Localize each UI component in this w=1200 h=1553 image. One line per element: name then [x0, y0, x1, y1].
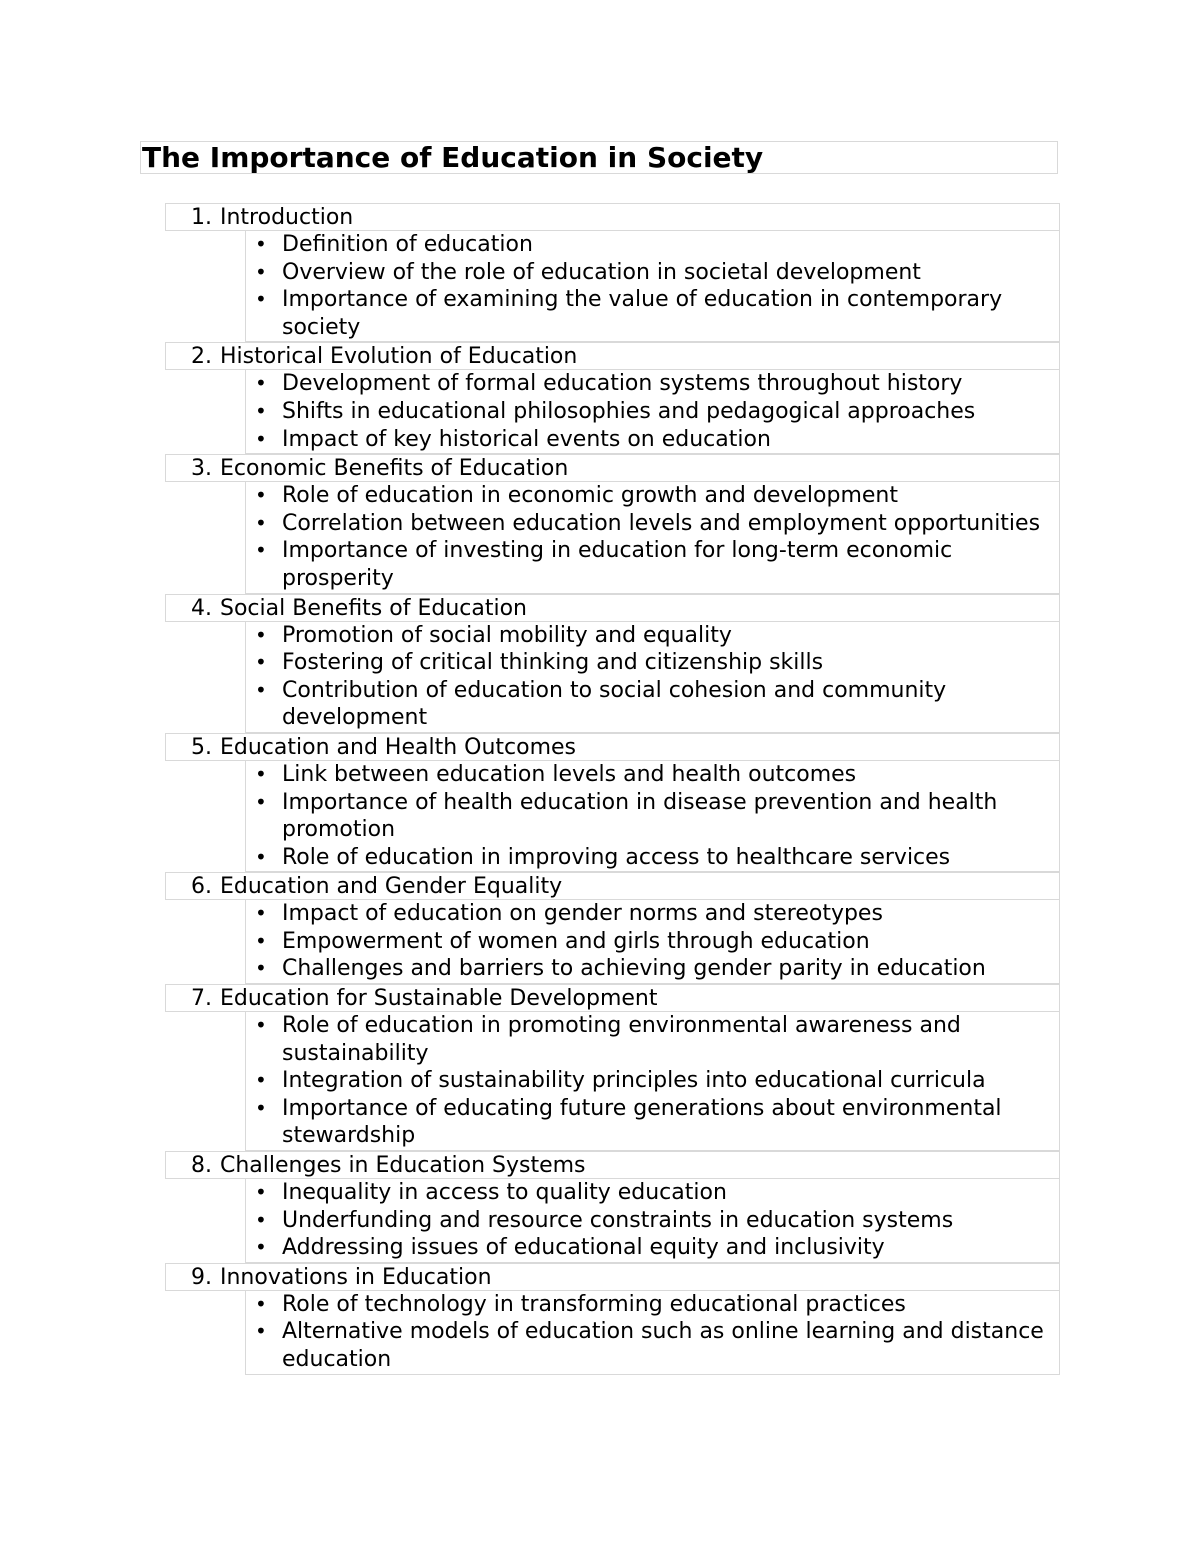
bullet-icon: •	[255, 371, 267, 396]
section-heading	[165, 594, 1060, 622]
bullet-icon: •	[255, 901, 267, 926]
bullet-list	[245, 482, 1060, 593]
bullet-icon: •	[255, 761, 267, 786]
bullet-item	[246, 1012, 1059, 1067]
bullet-list	[245, 900, 1060, 984]
outline-section	[165, 1151, 1060, 1263]
section-heading-text: Social Benefits of Education	[220, 595, 527, 621]
bullet-icon: •	[255, 483, 267, 508]
bullet-icon: •	[255, 956, 267, 981]
section-heading	[165, 342, 1060, 370]
outline-list	[165, 203, 1060, 1375]
outline-section	[165, 203, 1060, 342]
bullet-text: Integration of sustainability principles into educational curricula	[282, 1068, 986, 1094]
section-heading-text: Innovations in Education	[220, 1264, 492, 1290]
bullet-item	[246, 398, 1059, 426]
section-heading	[165, 203, 1060, 231]
bullet-text: Correlation between education levels and employment opportunities	[282, 510, 1041, 536]
bullet-item	[246, 1291, 1059, 1319]
outline-section	[165, 872, 1060, 984]
bullet-icon: •	[255, 232, 267, 256]
bullet-text: Importance of examining the value of education in contemporary society	[282, 287, 1003, 340]
bullet-icon: •	[255, 426, 267, 451]
bullet-item	[246, 259, 1059, 287]
bullet-text: Shifts in educational philosophies and pedagogical approaches	[282, 398, 976, 424]
section-number: 1.	[191, 205, 212, 230]
bullet-item	[246, 1318, 1059, 1373]
section-number: 8.	[191, 1153, 212, 1179]
bullet-icon: •	[255, 928, 267, 953]
outline-section	[165, 454, 1060, 593]
section-heading-text: Education and Gender Equality	[220, 874, 563, 900]
section-heading-text: Economic Benefits of Education	[220, 456, 569, 482]
bullet-text: Definition of education	[282, 232, 533, 257]
section-number: 7.	[191, 986, 212, 1012]
bullet-icon: •	[255, 259, 267, 284]
bullet-list	[245, 1012, 1060, 1151]
bullet-text: Challenges and barriers to achieving gender parity in education	[282, 956, 986, 982]
bullet-text: Alternative models of education such as online learning and distance education	[282, 1319, 1044, 1372]
bullet-icon: •	[255, 1319, 267, 1344]
bullet-icon: •	[255, 1180, 267, 1205]
bullet-list	[245, 622, 1060, 733]
section-heading	[165, 1263, 1060, 1291]
outline-section	[165, 733, 1060, 872]
bullet-item	[246, 789, 1059, 844]
outline-section	[165, 1263, 1060, 1375]
bullet-text: Link between education levels and health outcomes	[282, 761, 857, 787]
bullet-item	[246, 231, 1059, 259]
bullet-text: Impact of key historical events on education	[282, 426, 771, 452]
bullet-text: Underfunding and resource constraints in education systems	[282, 1207, 954, 1233]
bullet-text: Importance of educating future generations about environmental stewardship	[282, 1095, 1002, 1149]
bullet-list	[245, 1291, 1060, 1375]
outline-section	[165, 342, 1060, 454]
page-title: The Importance of Education in Society	[140, 141, 1058, 174]
bullet-list	[245, 1179, 1060, 1263]
section-number: 6.	[191, 874, 212, 900]
bullet-item	[246, 622, 1059, 650]
section-heading-text: Education for Sustainable Development	[220, 986, 658, 1012]
bullet-icon: •	[255, 1235, 267, 1260]
bullet-icon: •	[255, 1068, 267, 1093]
outline-section	[165, 984, 1060, 1151]
bullet-text: Importance of health education in disease prevention and health promotion	[282, 789, 998, 843]
bullet-item	[246, 761, 1059, 789]
bullet-text: Addressing issues of educational equity and inclusivity	[282, 1235, 885, 1261]
bullet-list	[245, 761, 1060, 872]
bullet-item	[246, 649, 1059, 677]
bullet-text: Promotion of social mobility and equality	[282, 622, 732, 648]
bullet-list	[245, 370, 1060, 454]
bullet-text: Role of education in promoting environmental awareness and sustainability	[282, 1013, 961, 1066]
bullet-item	[246, 677, 1059, 732]
bullet-icon: •	[255, 510, 267, 535]
bullet-item	[246, 482, 1059, 510]
section-heading	[165, 1151, 1060, 1179]
bullet-item	[246, 1095, 1059, 1150]
bullet-text: Importance of investing in education for long-term economic prosperity	[282, 538, 953, 591]
bullet-item	[246, 928, 1059, 956]
bullet-icon: •	[255, 538, 267, 563]
section-number: 2.	[191, 344, 212, 370]
section-number: 9.	[191, 1264, 212, 1290]
bullet-icon: •	[255, 622, 267, 647]
bullet-icon: •	[255, 677, 267, 702]
bullet-icon: •	[255, 789, 267, 814]
section-heading-text: Education and Health Outcomes	[220, 734, 577, 760]
section-heading	[165, 733, 1060, 761]
bullet-icon: •	[255, 1095, 267, 1120]
bullet-text: Role of education in improving access to healthcare services	[282, 844, 951, 870]
bullet-list	[245, 231, 1060, 342]
section-number: 4.	[191, 595, 212, 621]
bullet-text: Role of education in economic growth and development	[282, 483, 898, 509]
section-heading-text: Historical Evolution of Education	[220, 344, 578, 370]
section-heading-text: Challenges in Education Systems	[220, 1153, 586, 1179]
section-heading-text: Introduction	[220, 205, 354, 230]
bullet-text: Fostering of critical thinking and citizenship skills	[282, 650, 824, 676]
bullet-text: Impact of education on gender norms and stereotypes	[282, 901, 883, 927]
bullet-icon: •	[255, 650, 267, 675]
bullet-item	[246, 844, 1059, 872]
section-heading	[165, 454, 1060, 482]
bullet-text: Empowerment of women and girls through education	[282, 928, 870, 954]
bullet-text: Overview of the role of education in societal development	[282, 259, 921, 285]
bullet-icon: •	[255, 1291, 267, 1316]
bullet-item	[246, 426, 1059, 454]
bullet-item	[246, 1179, 1059, 1207]
bullet-item	[246, 955, 1059, 983]
bullet-icon: •	[255, 1013, 267, 1038]
bullet-icon: •	[255, 1207, 267, 1232]
bullet-text: Contribution of education to social cohesion and community development	[282, 677, 947, 731]
section-number: 3.	[191, 456, 212, 482]
bullet-text: Role of technology in transforming educational practices	[282, 1291, 906, 1317]
bullet-text: Development of formal education systems throughout history	[282, 371, 963, 397]
bullet-item	[246, 1234, 1059, 1262]
bullet-item	[246, 537, 1059, 592]
bullet-icon: •	[255, 398, 267, 423]
section-number: 5.	[191, 734, 212, 760]
outline-section	[165, 594, 1060, 733]
bullet-item	[246, 1067, 1059, 1095]
bullet-icon: •	[255, 844, 267, 869]
bullet-item	[246, 286, 1059, 341]
bullet-text: Inequality in access to quality education	[282, 1180, 727, 1206]
bullet-item	[246, 370, 1059, 398]
section-heading	[165, 984, 1060, 1012]
section-heading	[165, 872, 1060, 900]
bullet-icon: •	[255, 287, 267, 312]
bullet-item	[246, 1207, 1059, 1235]
bullet-item	[246, 900, 1059, 928]
bullet-item	[246, 510, 1059, 538]
